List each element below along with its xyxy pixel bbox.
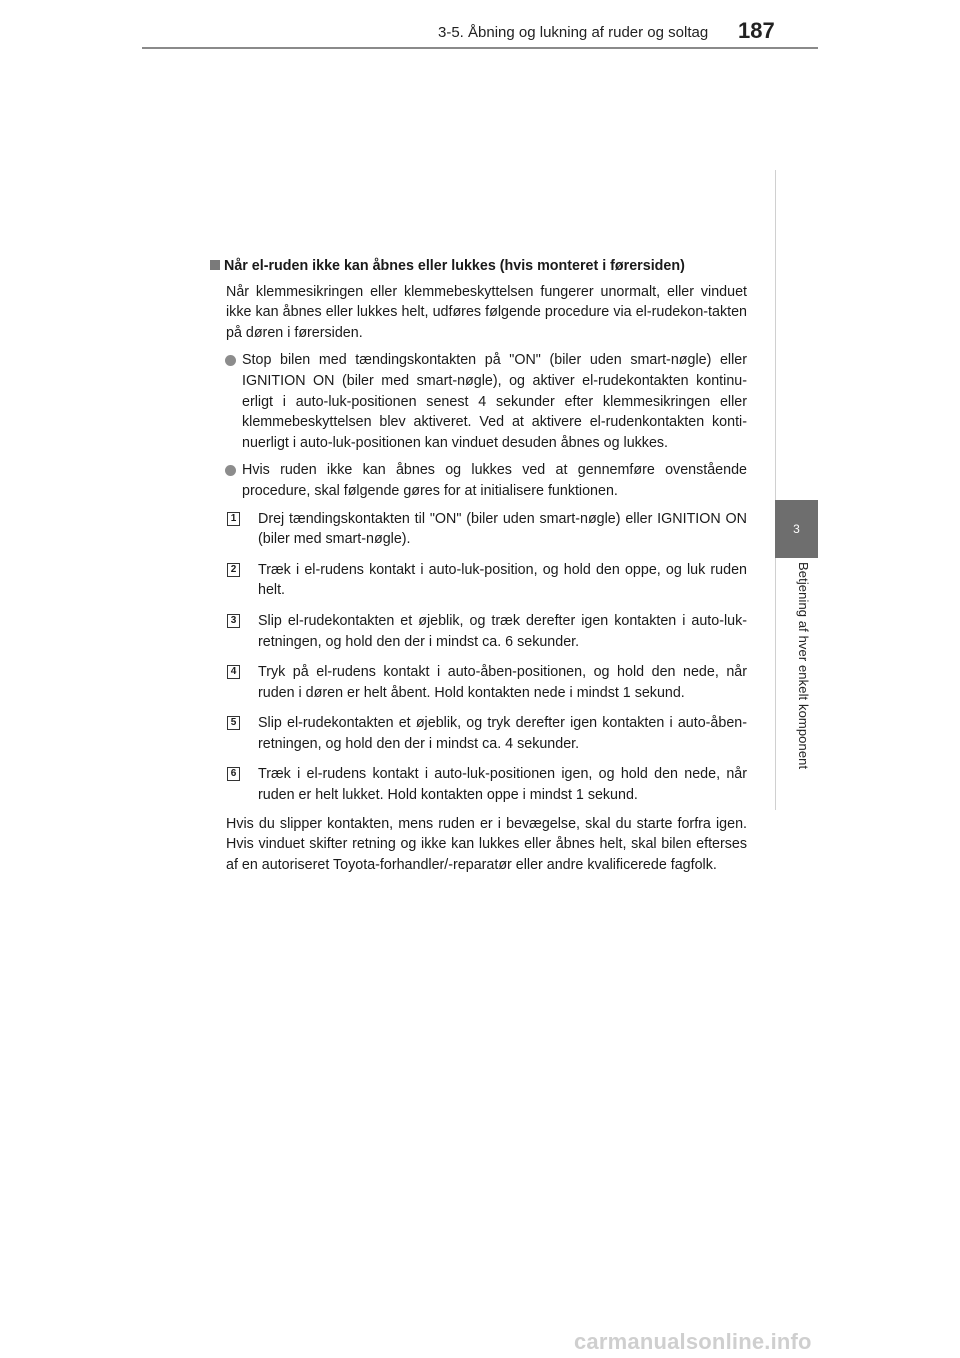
bullet-dot-icon [225, 355, 236, 366]
section-heading-text: Når el-ruden ikke kan åbnes eller lukkes (hvis monteret i førersiden) [224, 258, 685, 274]
step-number-badge: 2 [227, 563, 240, 577]
page-number: 187 [738, 18, 775, 43]
chapter-number: 3 [793, 522, 800, 536]
main-content [210, 256, 747, 875]
footer-watermark[interactable]: carmanualsonline.info [574, 1329, 812, 1354]
step-item [210, 509, 747, 550]
chapter-label: Betjening af hver enkelt komponent [796, 562, 811, 770]
step-text: Drej tændingskontakten til "ON" (biler uden smart-nøgle) eller IGNITION ON (biler med smart-nøgle). [258, 510, 747, 548]
step-item [210, 611, 747, 652]
step-number-badge: 6 [227, 767, 240, 781]
list-item [210, 460, 747, 501]
step-text: Slip el-rudekontakten et øjeblik, og tryk derefter igen kontakten i auto-åben-retningen, og hold den der i mindst ca. 4 sekunder. [258, 715, 747, 752]
step-item [210, 713, 747, 754]
step-number-badge: 4 [227, 665, 240, 679]
header-divider [142, 47, 818, 49]
bullet-dot-icon [225, 465, 236, 476]
step-number-badge: 1 [227, 512, 240, 526]
step-text: Træk i el-rudens kontakt i auto-luk-position, og hold den oppe, og luk ruden helt. [258, 561, 747, 599]
bullet-text: Stop bilen med tændingskontakten på "ON" (biler uden smart-nøgle) eller IGNITION ON (biler med smart-nøgle), og aktiver el-rudekontakten kontinu-erligt i auto-luk-positionen senest 4 sekunder efter klemmesikringen eller klemmebeskyttelsen blev aktiveret. Ved at aktivere el-rudenkontakten konti-nuerligt i auto-luk-positionen kan vinduet desuden åbnes og lukkes. [242, 352, 747, 451]
step-text: Slip el-rudekontakten et øjeblik, og træk derefter igen kontakten i auto-luk-retningen, og hold den der i mindst ca. 6 sekunder. [258, 612, 747, 650]
bullet-text: Hvis ruden ikke kan åbnes og lukkes ved at gennemføre ovenstående procedure, skal følgende gøres for at initialisere funktionen. [242, 462, 747, 499]
closing-paragraph: Hvis du slipper kontakten, mens ruden er i bevægelse, skal du starte forfra igen. Hvis vinduet skifter retning og ikke kan lukkes eller åbnes helt, skal bilen efterses af en autoriseret Toyota-forhandler/-reparatør eller andre kvalificerede fagfolk. [226, 815, 747, 873]
step-text: Træk i el-rudens kontakt i auto-luk-positionen igen, og hold den nede, når ruden er helt lukket. Hold kontakten oppe i mindst 1 sekund. [258, 766, 747, 804]
step-number-badge: 3 [227, 614, 240, 628]
step-item [210, 560, 747, 601]
step-number-badge: 5 [227, 716, 240, 730]
section-heading [210, 256, 747, 277]
step-item [210, 764, 747, 805]
step-text: Tryk på el-rudens kontakt i auto-åben-positionen, og hold den nede, når ruden i døren er helt åbent. Hold kontakten nede i mindst 1 sekund. [258, 664, 747, 701]
square-bullet-icon [210, 260, 220, 270]
running-header: 3-5. Åbning og lukning af ruder og soltag [438, 24, 709, 41]
list-item [210, 350, 747, 453]
chapter-tab [775, 500, 818, 558]
step-item [210, 662, 747, 703]
intro-paragraph: Når klemmesikringen eller klemmebeskyttelsen fungerer unormalt, eller vinduet ikke kan åbnes eller lukkes helt, udføres følgende procedure via el-rudekon-takten på døren i førersiden. [226, 283, 747, 341]
